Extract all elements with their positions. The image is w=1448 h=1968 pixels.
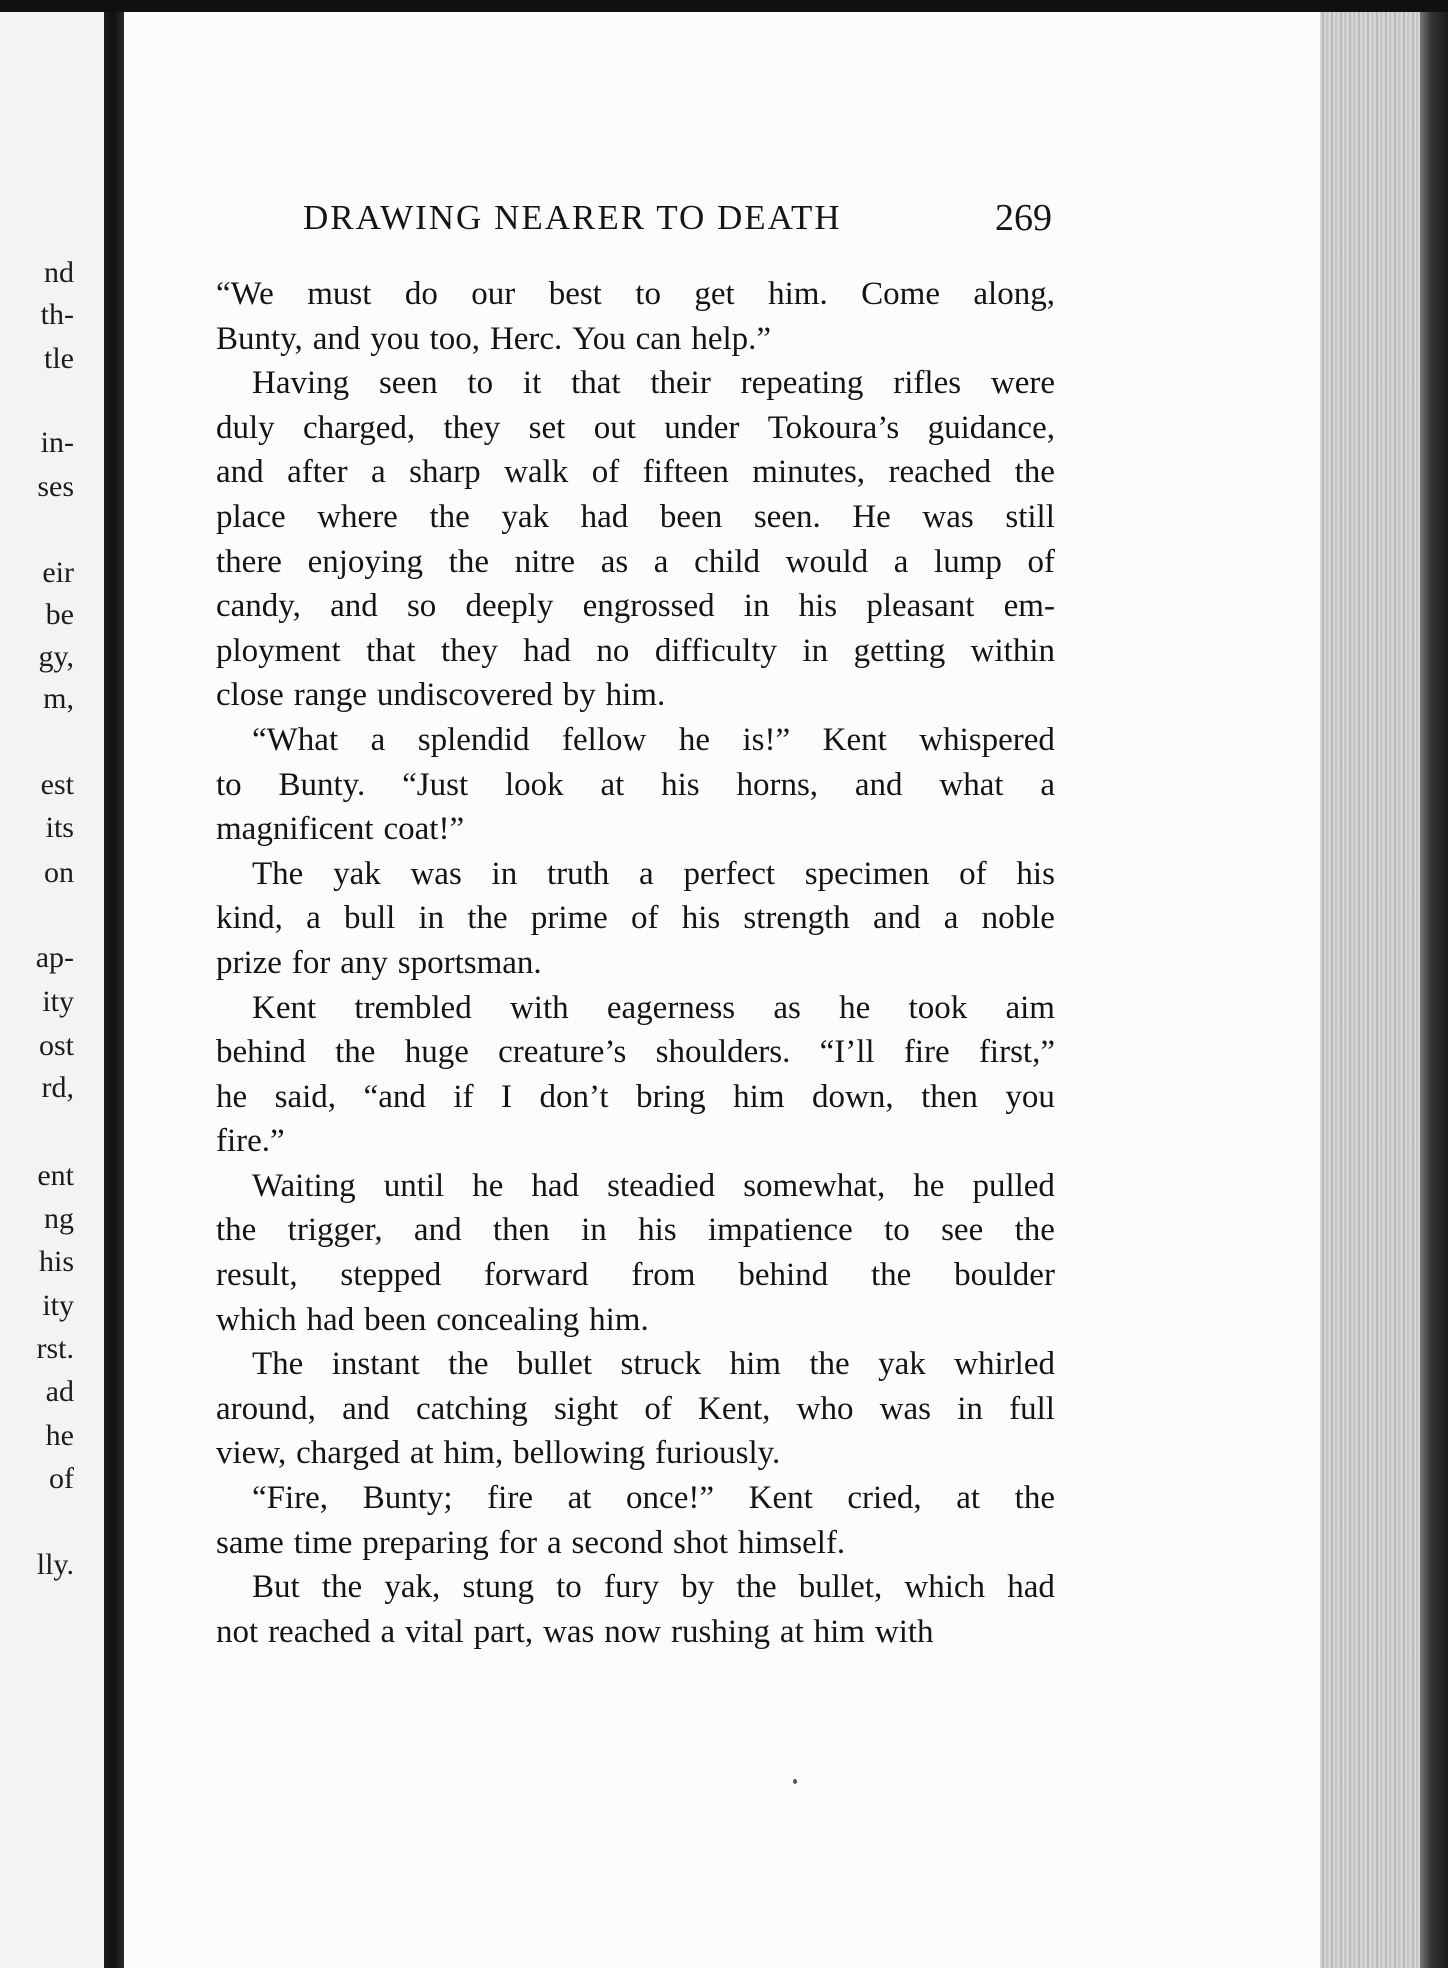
text-line: prize for any sportsman. [216, 944, 542, 981]
text-line: Having seen to it that their repeating rifles were [252, 365, 1055, 402]
scan-top-edge [0, 0, 1448, 12]
left-page-fragment: be [45, 598, 74, 631]
paragraph [216, 272, 1055, 361]
text-line: which had been concealing him. [216, 1301, 649, 1338]
book-gutter [104, 0, 124, 1968]
left-page-fragment: rst. [36, 1332, 74, 1365]
left-page-fragment: of [49, 1462, 74, 1495]
text-line: candy, and so deeply engrossed in his pleasant em- [216, 588, 1055, 625]
left-page-fragment: rd, [41, 1071, 74, 1104]
text-line: Bunty, and you too, Herc. You can help.” [216, 320, 772, 357]
paragraph [216, 852, 1055, 986]
text-line: “Fire, Bunty; fire at once!” Kent cried, at the [252, 1480, 1055, 1517]
text-line: “What a splendid fellow he is!” Kent whispered [252, 721, 1055, 758]
body-text [216, 272, 1055, 1654]
text-line: fire.” [216, 1123, 285, 1160]
text-line: The instant the bullet struck him the yak whirled [252, 1346, 1055, 1383]
text-line: But the yak, stung to fury by the bullet, which had [252, 1569, 1055, 1606]
paragraph [216, 361, 1055, 718]
text-line: close range undiscovered by him. [216, 677, 666, 714]
running-header: DRAWING NEARER TO DEATH [303, 198, 842, 237]
left-page-fragment: m, [43, 682, 74, 715]
text-line: to Bunty. “Just look at his horns, and what a [216, 766, 1055, 803]
left-page-fragment: ity [42, 1289, 74, 1322]
paragraph [216, 1164, 1055, 1342]
text-line: and after a sharp walk of fifteen minutes, reached the [216, 454, 1055, 491]
paragraph [216, 986, 1055, 1164]
left-page-fragment: ad [45, 1375, 74, 1408]
paragraph [216, 1476, 1055, 1565]
cover-edge [1420, 0, 1448, 1968]
paragraph [216, 718, 1055, 852]
text-line: same time preparing for a second shot himself. [216, 1524, 846, 1561]
left-page-text-fragments [0, 0, 104, 1968]
text-line: The yak was in truth a perfect specimen of his [252, 855, 1055, 892]
text-line: magnificent coat!” [216, 811, 465, 848]
left-page-fragment: on [44, 856, 74, 889]
left-page-fragment: th- [40, 298, 74, 331]
left-page-fragment: lly. [36, 1548, 74, 1581]
text-line: Kent trembled with eagerness as he took aim [252, 989, 1055, 1026]
text-line: ployment that they had no difficulty in getting within [216, 632, 1055, 669]
page-number: 269 [995, 197, 1052, 239]
text-line: behind the huge creature’s shoulders. “I’ll fire first,” [216, 1034, 1055, 1071]
left-page-fragment: ses [37, 470, 74, 503]
text-line: duly charged, they set out under Tokoura’s guidance, [216, 409, 1055, 446]
ink-speck [793, 1779, 797, 1784]
left-page-fragment: ost [38, 1029, 74, 1062]
left-page-fragment: its [45, 811, 74, 844]
left-page-fragment: in- [40, 426, 74, 459]
left-page-fragment: gy, [38, 640, 74, 673]
left-page-fragment: ity [42, 985, 74, 1018]
text-line: around, and catching sight of Kent, who was in full [216, 1390, 1055, 1427]
left-page-fragment: his [38, 1245, 74, 1278]
text-line: “We must do our best to get him. Come along, [216, 276, 1055, 312]
text-line: he said, “and if I don’t bring him down, then you [216, 1078, 1055, 1115]
left-page-fragment: ent [37, 1159, 74, 1192]
text-line: result, stepped forward from behind the boulder [216, 1257, 1055, 1294]
text-line: place where the yak had been seen. He was still [216, 498, 1055, 535]
left-page-fragment: est [40, 768, 74, 801]
page-edges [1320, 0, 1448, 1968]
left-page-fragment: he [45, 1419, 74, 1452]
text-line: view, charged at him, bellowing furiously. [216, 1435, 781, 1472]
left-page-fragment: eir [42, 556, 74, 589]
text-line: Waiting until he had steadied somewhat, he pulled [252, 1167, 1055, 1204]
left-page-fragment: nd [44, 256, 74, 289]
paragraph [216, 1565, 1055, 1654]
text-line: the trigger, and then in his impatience to see the [216, 1212, 1055, 1249]
text-line: there enjoying the nitre as a child would a lump of [216, 543, 1055, 580]
left-page-fragment: tle [44, 342, 74, 375]
left-page-fragment: ap- [35, 941, 74, 974]
text-line: kind, a bull in the prime of his strength and a noble [216, 900, 1055, 937]
left-page-fragment: ng [44, 1202, 74, 1235]
text-line: not reached a vital part, was now rushing at him with [216, 1613, 934, 1650]
paragraph [216, 1342, 1055, 1476]
